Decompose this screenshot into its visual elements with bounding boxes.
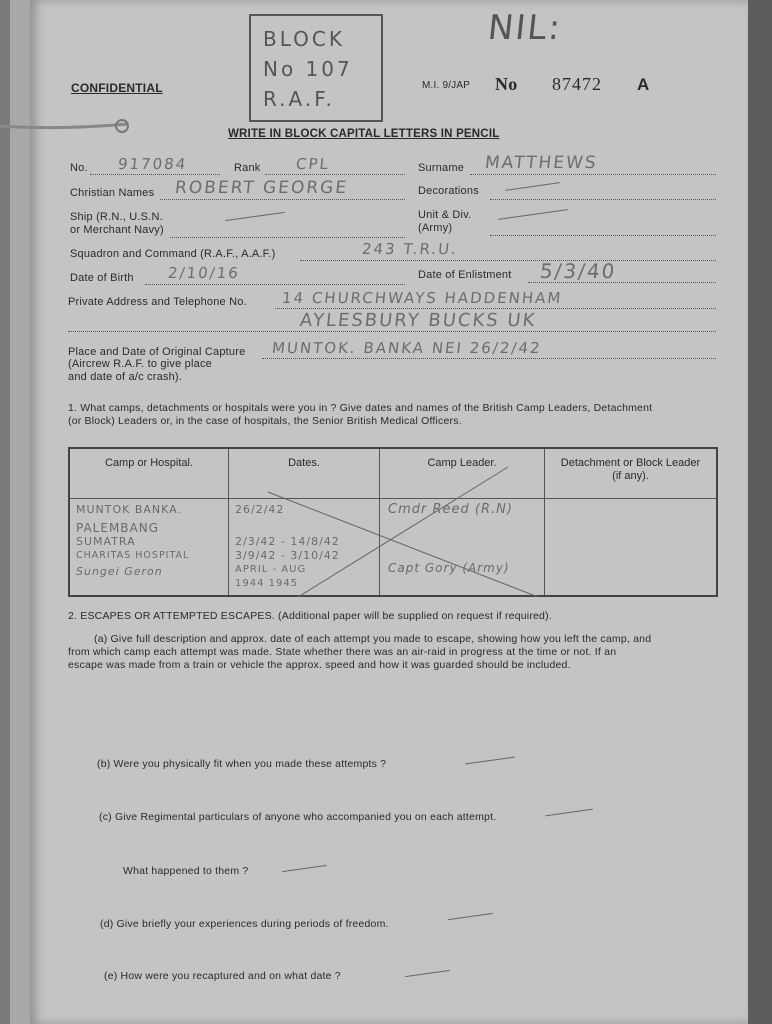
- leader-entry: Capt Gory (Army): [388, 561, 510, 575]
- instruction-heading: WRITE IN BLOCK CAPITAL LETTERS IN PENCIL: [228, 128, 500, 140]
- tag-string: [0, 118, 140, 138]
- confidential-label: CONFIDENTIAL: [71, 81, 163, 95]
- q2-a-line-1: (a) Give full description and approx. date of each attempt you made to escape, showing how you left the camp, and: [94, 633, 652, 645]
- rank-label: Rank: [234, 162, 261, 174]
- ship-label-2: or Merchant Navy): [70, 224, 164, 236]
- enlistment-value: 5/3/40: [538, 259, 618, 283]
- decorations-line: [490, 199, 716, 200]
- date-entry: 2/3/42 - 14/8/42: [235, 535, 340, 548]
- date-entry: 1944 1945: [235, 578, 299, 589]
- q1-text-2: (or Block) Leaders or, in the case of hospitals, the Senior British Medical Officers.: [68, 415, 462, 427]
- decorations-label: Decorations: [418, 185, 479, 197]
- date-entry: APRIL - AUG: [235, 564, 307, 575]
- address-line-underline-2: [68, 331, 716, 332]
- table-crossout: [68, 447, 718, 597]
- q2-a-line-2: from which camp each attempt was made. State whether there was an air-raid in progress at the time or not. If an: [68, 646, 617, 658]
- q2-c-followup: What happened to them ?: [123, 865, 249, 877]
- q2-a-line-3: escape was made from a train or vehicle the approx. speed and how it was guarded should be included.: [68, 659, 571, 671]
- service-no-value: 917084: [117, 155, 189, 173]
- mi-reference: M.I. 9/JAP: [422, 80, 471, 91]
- date-entry: 26/2/42: [235, 503, 285, 516]
- block-stamp: [249, 14, 383, 122]
- ship-label-1: Ship (R.N., U.S.N.: [70, 211, 163, 223]
- surname-value: MATTHEWS: [483, 153, 599, 173]
- ship-line: [170, 237, 405, 238]
- dob-line: [145, 284, 405, 285]
- surname-line: [470, 174, 716, 175]
- christian-names-value: ROBERT GEORGE: [173, 178, 350, 198]
- capture-label-3: and date of a/c crash).: [68, 371, 183, 383]
- rank-line: [265, 174, 405, 175]
- q2-b: (b) Were you physically fit when you made these attempts ?: [97, 758, 387, 770]
- christian-names-line: [160, 199, 405, 200]
- rank-value: CPL: [295, 155, 331, 173]
- document-number: 87472: [552, 74, 602, 94]
- date-entry: 3/9/42 - 3/10/42: [235, 549, 340, 562]
- camp-entry: MUNTOK BANKA.: [76, 503, 183, 516]
- capture-label-1: Place and Date of Original Capture: [68, 346, 246, 358]
- address-line-underline-1: [275, 308, 716, 309]
- squadron-label: Squadron and Command (R.A.F., A.A.F.): [70, 248, 276, 260]
- number-label: No: [495, 74, 518, 94]
- header-camp-leader: Camp Leader.: [380, 448, 545, 499]
- christian-names-label: Christian Names: [70, 187, 155, 199]
- q2-d: (d) Give briefly your experiences during periods of freedom.: [100, 918, 389, 930]
- address-label: Private Address and Telephone No.: [68, 296, 247, 308]
- squadron-value: 243 T.R.U.: [361, 240, 459, 258]
- unit-label-2: (Army): [418, 222, 453, 234]
- capture-line: [262, 358, 716, 359]
- stamp-line-3: R.A.F.: [263, 87, 335, 111]
- enlistment-label: Date of Enlistment: [418, 269, 512, 281]
- camp-entry: SUMATRA: [76, 535, 136, 548]
- header-dates: Dates.: [229, 448, 380, 499]
- q2-c: (c) Give Regimental particulars of anyone who accompanied you on each attempt.: [99, 811, 497, 823]
- address-line-1: 14 CHURCHWAYS HADDENHAM: [281, 289, 564, 307]
- stamp-line-1: BLOCK: [263, 27, 345, 51]
- capture-value: MUNTOK. BANKA NEI 26/2/42: [271, 339, 543, 357]
- document-suffix: A: [637, 75, 650, 94]
- surname-label: Surname: [418, 162, 465, 174]
- address-line-2: AYLESBURY BUCKS UK: [298, 310, 538, 331]
- dob-value: 2/10/16: [167, 264, 241, 282]
- enlistment-line: [528, 282, 716, 283]
- service-no-line: [90, 174, 220, 175]
- dob-label: Date of Birth: [70, 272, 134, 284]
- camp-entry: Sungei Geron: [76, 565, 163, 578]
- nil-annotation: NIL:: [485, 8, 564, 48]
- stamp-line-2: No 107: [263, 57, 353, 81]
- camp-entry: CHARITAS HOSPITAL: [76, 550, 190, 561]
- capture-label-2: (Aircrew R.A.F. to give place: [68, 358, 212, 370]
- q1-text-1: 1. What camps, detachments or hospitals were you in ? Give dates and names of the British Camp Leaders, Detachment: [68, 402, 653, 414]
- unit-label-1: Unit & Div.: [418, 209, 472, 221]
- camp-entry: PALEMBANG: [76, 521, 160, 535]
- header-camp: Camp or Hospital.: [69, 448, 229, 499]
- header-detachment-leader: Detachment or Block Leader (if any).: [545, 448, 718, 499]
- squadron-line: [300, 260, 716, 261]
- unit-line: [490, 235, 716, 236]
- leader-entry: Cmdr Reed (R.N): [388, 502, 513, 517]
- service-no-label: No.: [70, 162, 88, 174]
- q2-e: (e) How were you recaptured and on what date ?: [104, 970, 341, 982]
- q2-title: 2. ESCAPES OR ATTEMPTED ESCAPES. (Additional paper will be supplied on request if required).: [68, 610, 552, 622]
